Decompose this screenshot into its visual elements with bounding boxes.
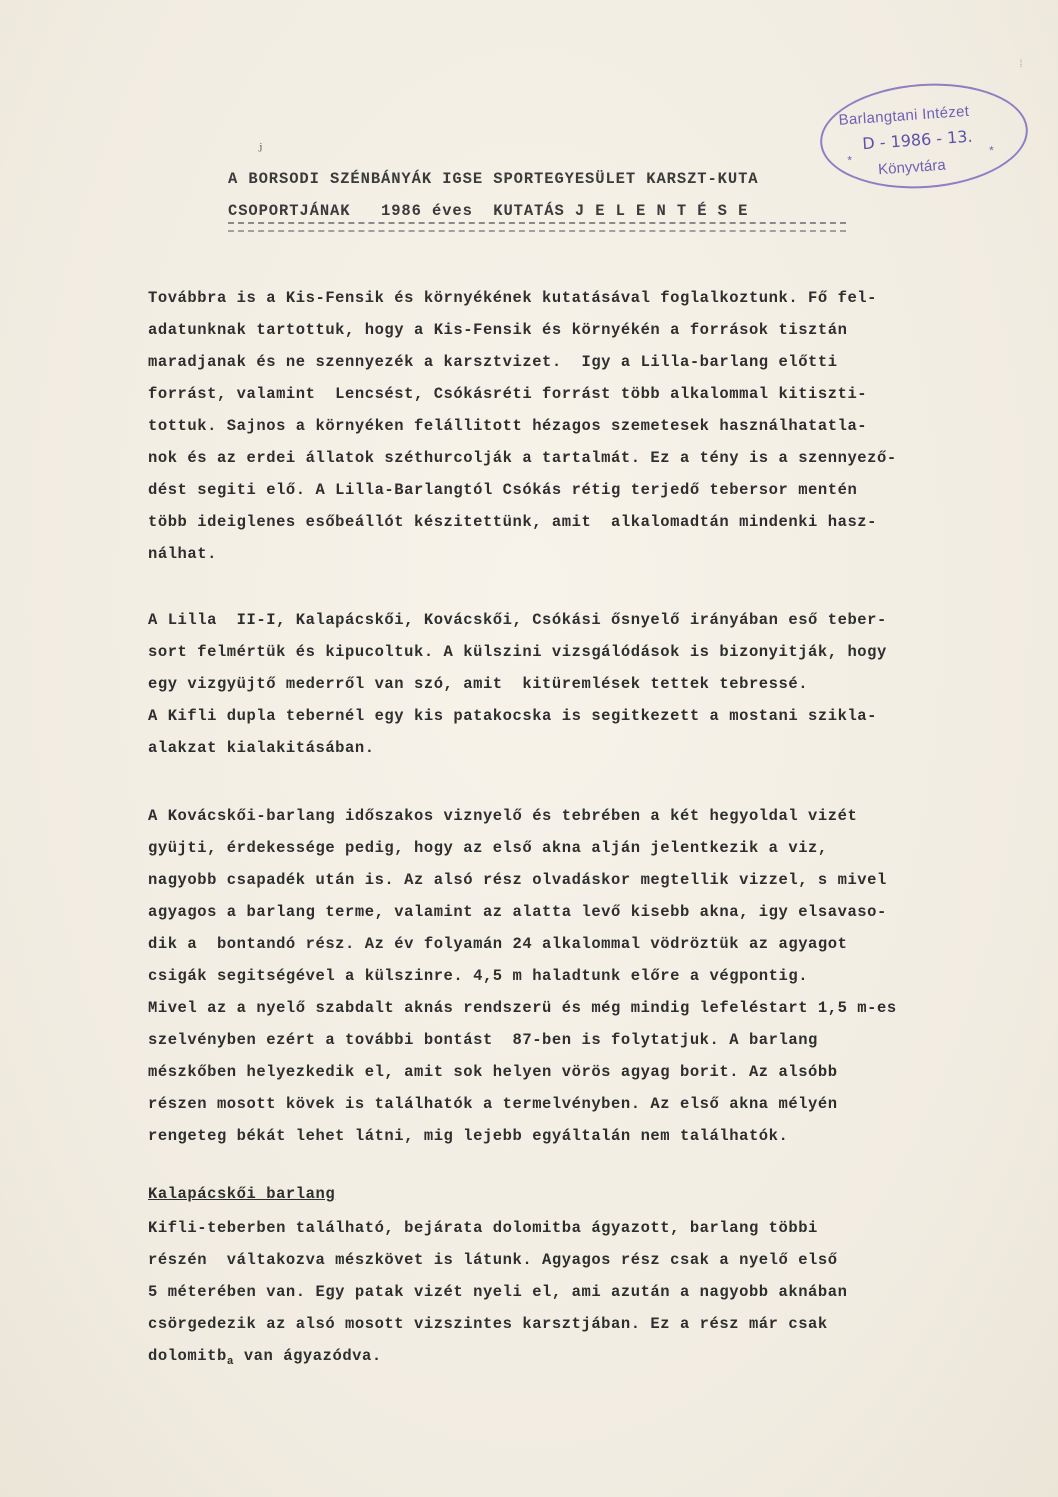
text-line: több ideiglenes esőbeállót készitettünk, amit alkalomadtán mindenki hasz- [148, 513, 878, 531]
text-line: szelvényben ezért a további bontást 87-ben is folytatjuk. A barlang [148, 1031, 818, 1049]
text-line: Mivel az a nyelő szabdalt aknás rendszerü és még mindig lefeléstart 1,5 m-es [148, 999, 897, 1017]
text-fragment: dolomitb [148, 1347, 227, 1365]
text-line: csigák segitségével a külszinre. 4,5 m haladtunk előre a végpontig. [148, 967, 809, 985]
text-line: Kifli-teberben található, bejárata dolomitba ágyazott, barlang többi [148, 1219, 818, 1237]
text-line: maradjanak és ne szennyezék a karsztvizet. Igy a Lilla-barlang előtti [148, 353, 838, 371]
text-line: 5 méterében van. Egy patak vizét nyeli el, ami azután a nagyobb aknában [148, 1283, 848, 1301]
margin-mark: ⁞ [1018, 60, 1025, 71]
text-line: adatunknak tartottuk, hogy a Kis-Fensik és környékén a források tisztán [148, 321, 848, 339]
stamp-catalog-number: D - 1986 - 13. [861, 126, 974, 154]
stamp-star-icon: * [988, 143, 995, 158]
title-underline [228, 222, 846, 232]
text-line: mészkőben helyezkedik el, amit sok helyen vörös agyag borit. Az alsóbb [148, 1063, 838, 1081]
text-line: rengeteg békát lehet látni, mig lejebb egyáltalán nem találhatók. [148, 1127, 789, 1145]
text-line: részén váltakozva mészkövet is látunk. Agyagos rész csak a nyelő első [148, 1251, 838, 1269]
text-line: Továbbra is a Kis-Fensik és környékének kutatásával foglalkoztunk. Fő fel- [148, 289, 878, 307]
text-line: sort felmértük és kipucoltuk. A külszini vizsgálódások is bizonyitják, hogy [148, 643, 887, 661]
report-title-line-2: CSOPORTJÁNAK 1986 éves KUTATÁS J E L E N T É S E [228, 202, 749, 220]
paragraph-4 [148, 1212, 1008, 1372]
report-title-line-1: A BORSODI SZÉNBÁNYÁK IGSE SPORTEGYESÜLET KARSZT-KUTA [228, 170, 759, 188]
text-line: alakzat kialakitásában. [148, 739, 375, 757]
pencil-tick-mark: ʲ [258, 140, 263, 159]
stamp-library-label: Könyvtára [877, 156, 947, 179]
text-line: csörgedezik az alsó mosott vizszintes karsztjában. Ez a rész már csak [148, 1315, 828, 1333]
paragraph-1 [148, 282, 1008, 570]
text-line: A Lilla II-I, Kalapácskői, Kovácskői, Csókási ősnyelő irányában eső teber- [148, 611, 887, 629]
text-line: gyüjti, érdekessége pedig, hogy az első akna alján jelentkezik a viz, [148, 839, 828, 857]
text-line: A Kifli dupla tebernél egy kis patakocska is segitkezett a mostani szikla- [148, 707, 878, 725]
text-line: nálhat. [148, 545, 217, 563]
text-line: forrást, valamint Lencsést, Csókásréti forrást több alkalommal kitiszti- [148, 385, 868, 403]
text-line: nagyobb csapadék után is. Az alsó rész olvadáskor megtellik vizzel, s mivel [148, 871, 887, 889]
text-line-last [148, 1340, 1008, 1372]
text-fragment: van ágyazódva. [233, 1347, 382, 1365]
stamp-institute-name: Barlangtani Intézet [838, 102, 970, 129]
text-line: egy vizgyüjtő mederről van szó, amit kitüremlések tettek tebressé. [148, 675, 809, 693]
section-heading: Kalapácskői barlang [148, 1185, 336, 1203]
text-line: dést segiti elő. A Lilla-Barlangtól Csókás rétig terjedő tebersor mentén [148, 481, 858, 499]
subscript-letter: a [226, 1356, 234, 1368]
text-line: A Kovácskői-barlang időszakos viznyelő és tebrében a két hegyoldal vizét [148, 807, 858, 825]
library-stamp [817, 77, 1032, 195]
text-line: tottuk. Sajnos a környéken felállitott hézagos szemetesek használhatatla- [148, 417, 868, 435]
stamp-star-icon: * [847, 153, 853, 168]
text-line: részen mosott kövek is találhatók a termelvényben. Az első akna mélyén [148, 1095, 838, 1113]
text-line: agyagos a barlang terme, valamint az alatta levő kisebb akna, igy elsavaso- [148, 903, 887, 921]
paragraph-2 [148, 604, 1008, 764]
text-line: nok és az erdei állatok széthurcolják a tartalmát. Ez a tény is a szennyező- [148, 449, 897, 467]
paragraph-3 [148, 800, 1008, 1152]
text-line: dik a bontandó rész. Az év folyamán 24 alkalommal vödröztük az agyagot [148, 935, 848, 953]
